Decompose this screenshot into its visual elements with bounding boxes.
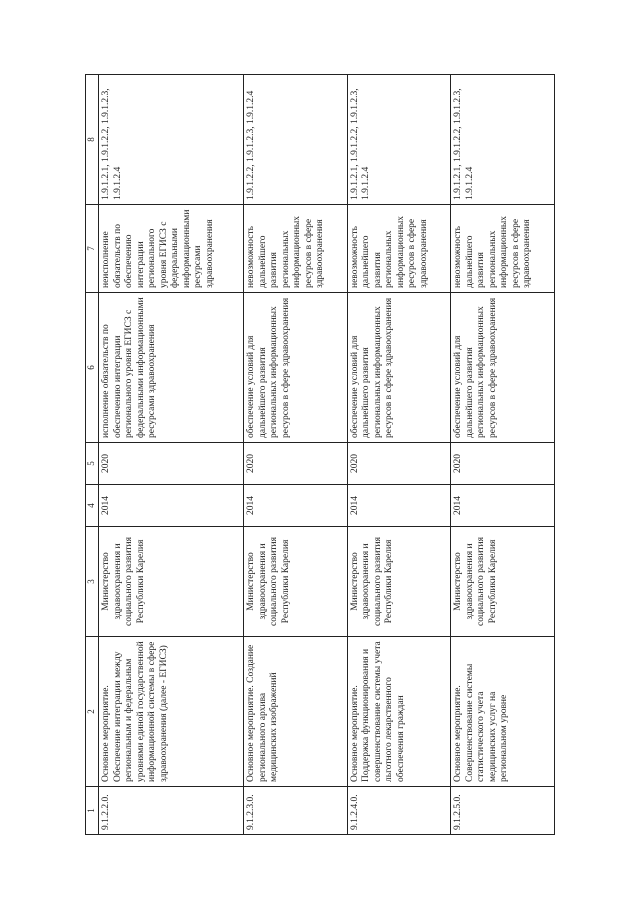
expected-result: обеспечение условий для дальнейшего развития региональных информационных ресурсов в сфере здравоохранения <box>244 293 348 443</box>
header-cell: 5 <box>86 443 99 485</box>
event-name: Основное мероприятие. Создание регионального архива медицинских изображений <box>244 637 348 787</box>
rotated-table-container <box>85 75 555 835</box>
end-year: 2020 <box>99 443 244 485</box>
start-year: 2014 <box>244 485 348 527</box>
program-events-table <box>85 74 555 835</box>
non-implementation-consequence: неисполнение обязательств по обеспечению интеграции регионального уровня ЕГИСЗ с федеральными информационными ресурсами здравоохранения <box>99 205 244 293</box>
event-name: Основное мероприятие. Обеспечение интеграции между региональным и федеральным уровнями единой государственной информационной системы в сфере здравоохранения (далее - ЕГИСЗ) <box>99 637 244 787</box>
event-name: Основное мероприятие. Поддержка функционирования и совершенствование системы учета льготного лекарственного обеспечения граждан <box>347 637 451 787</box>
linked-indicators: 1.9.1.2.1, 1.9.1.2.2, 1.9.1.2.3, 1.9.1.2.4 <box>347 75 451 205</box>
event-executor: Министерство здравоохранения и социального развития Республики Карелия <box>347 527 451 637</box>
linked-indicators: 1.9.1.2.1, 1.9.1.2.2, 1.9.1.2.3, 1.9.1.2.4 <box>451 75 555 205</box>
event-executor: Министерство здравоохранения и социального развития Республики Карелия <box>244 527 348 637</box>
event-executor: Министерство здравоохранения и социального развития Республики Карелия <box>451 527 555 637</box>
event-code: 9.1.2.4.0. <box>347 787 451 835</box>
event-code: 9.1.2.5.0. <box>451 787 555 835</box>
header-row <box>86 75 99 835</box>
header-cell: 1 <box>86 787 99 835</box>
expected-result: исполнение обязательств по обеспечению интеграции регионального уровня ЕГИСЗ с федеральными информационными ресурсами здравоохранения <box>99 293 244 443</box>
non-implementation-consequence: невозможность дальнейшего развития региональных информационных ресурсов в сфере здравоохранения <box>347 205 451 293</box>
end-year: 2020 <box>451 443 555 485</box>
end-year: 2020 <box>347 443 451 485</box>
header-cell: 7 <box>86 205 99 293</box>
table-row <box>451 75 555 835</box>
header-cell: 8 <box>86 75 99 205</box>
non-implementation-consequence: невозможность дальнейшего развития региональных информационных ресурсов в сфере здравоохранения <box>451 205 555 293</box>
header-cell: 2 <box>86 637 99 787</box>
expected-result: обеспечение условий для дальнейшего развития региональных информационных ресурсов в сфере здравоохранения <box>347 293 451 443</box>
table-row <box>244 75 348 835</box>
table-row <box>99 75 244 835</box>
start-year: 2014 <box>99 485 244 527</box>
non-implementation-consequence: невозможность дальнейшего развития региональных информационных ресурсов в сфере здравоохранения <box>244 205 348 293</box>
event-executor: Министерство здравоохранения и социального развития Республики Карелия <box>99 527 244 637</box>
start-year: 2014 <box>347 485 451 527</box>
end-year: 2020 <box>244 443 348 485</box>
table-row <box>347 75 451 835</box>
header-cell: 6 <box>86 293 99 443</box>
linked-indicators: 1.9.1.2.2, 1.9.1.2.3, 1.9.1.2.4 <box>244 75 348 205</box>
event-code: 9.1.2.3.0. <box>244 787 348 835</box>
start-year: 2014 <box>451 485 555 527</box>
expected-result: обеспечение условий для дальнейшего развития региональных информационных ресурсов в сфере здравоохранения <box>451 293 555 443</box>
header-cell: 4 <box>86 485 99 527</box>
event-code: 9.1.2.2.0. <box>99 787 244 835</box>
linked-indicators: 1.9.1.2.1, 1.9.1.2.2, 1.9.1.2.3, 1.9.1.2.4 <box>99 75 244 205</box>
event-name: Основное мероприятие. Совершенствование системы статистического учета медицинских услуг на региональном уровне <box>451 637 555 787</box>
header-cell: 3 <box>86 527 99 637</box>
